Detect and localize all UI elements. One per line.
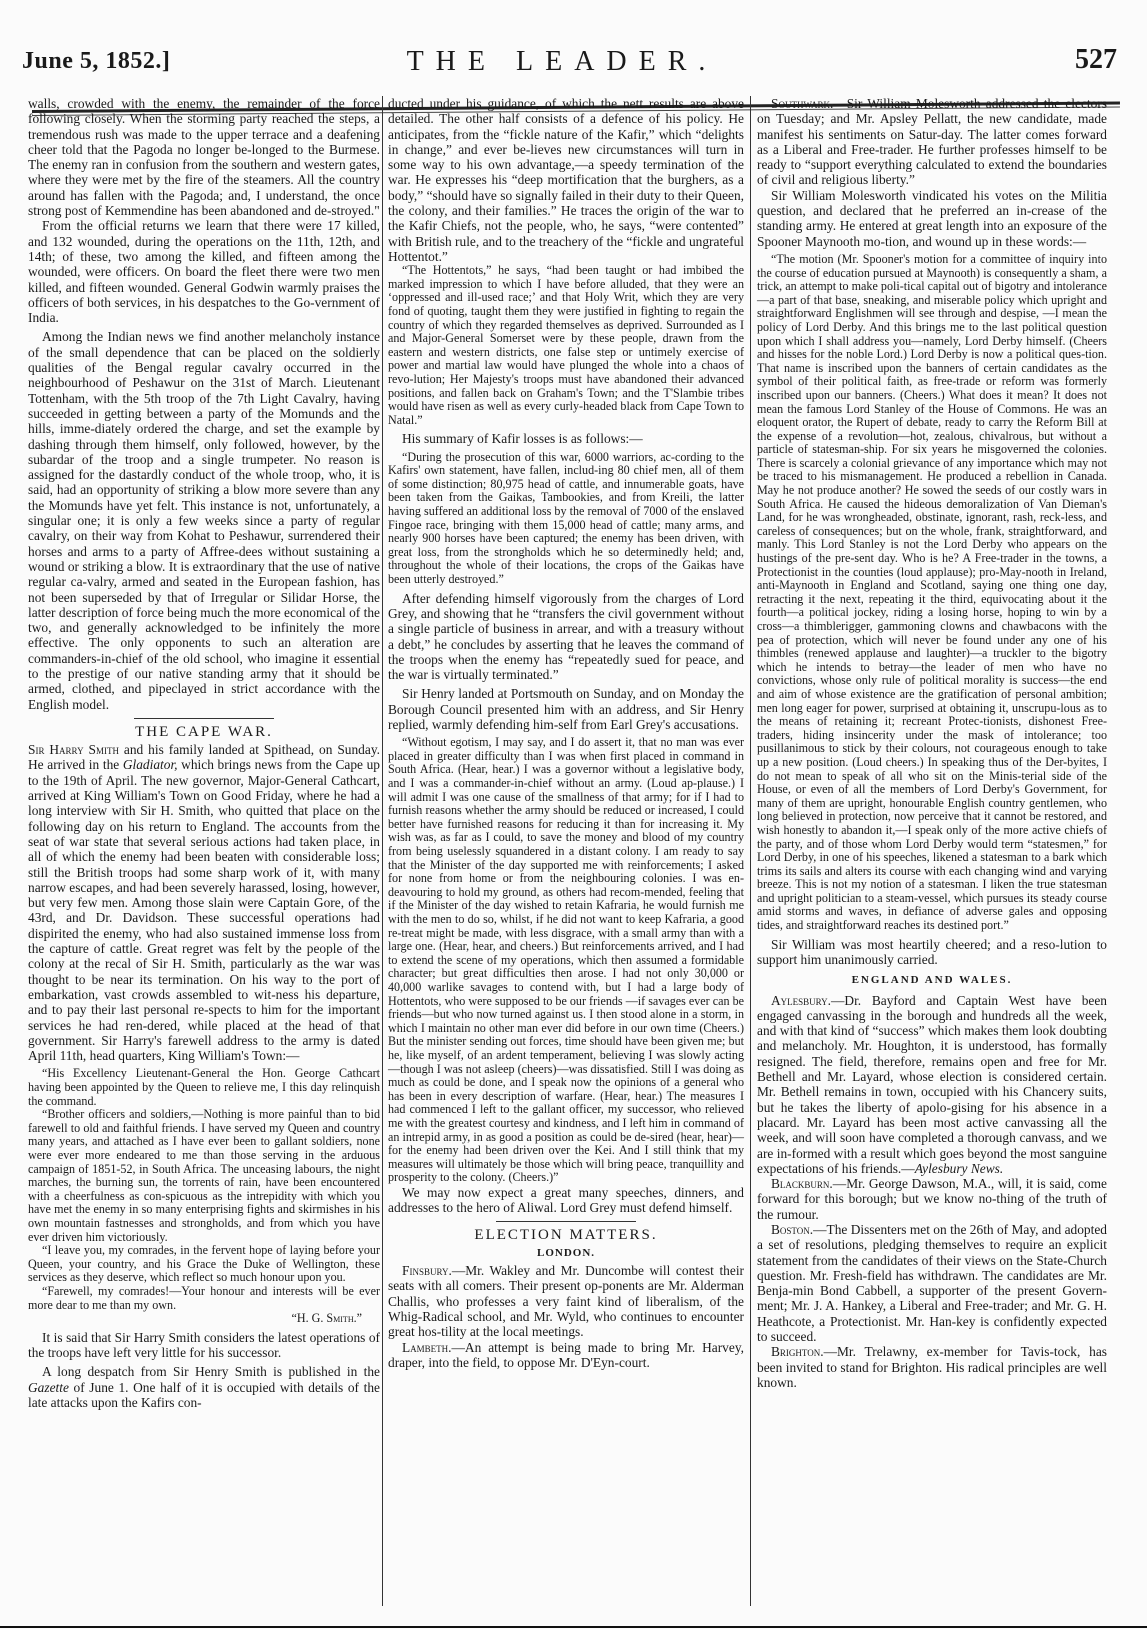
subheading-london: LONDON. [536,1246,596,1259]
column-2 [388,96,744,1370]
quote-paragraph: “I leave you, my comrades, in the fervent hope of laying before your Queen, your country, and his Grace the Duke of Wellington, these services as they deserve, which reflect so much honour upon you. [28,1243,380,1285]
place-label: Southwark. [771,96,834,111]
article-paragraph: Boston.—The Dissenters met on the 26th of May, and adopted a set of resolutions, pledging themselves to require an explicit statement from the candidates of their views on the State-Church question. Mr. Fresh-field has withdrawn. The candidates are Mr. Benja-min Bond Cabbell, a supporter of the present Govern-ment; Mr. J. A. Hankey, a Liberal and Free-trader; and Mr. G. H. Heathcote, a Protectionist. Mr. Han-key is confidently expected to succeed. [757,1222,1107,1345]
article-paragraph: From the official returns we learn that there were 17 killed, and 132 wounded, during the operations on the 11th, 12th, and 14th; of these, two among the killed, and fifteen among the wounded, were officers. On board the fleet there were two men killed, and fifteen wounded. General Godwin warmly praises the officers of both services, in his despatches to the Go-vernment of India. [28,218,380,326]
page-number: 527 [1075,44,1117,75]
section-divider [496,1221,636,1222]
article-paragraph: walls, crowded with the enemy, the remainder of the force following closely. When the storming party reached the steps, a tremendous rush was made to the upper terrace and a deafening cheer told that the Pagoda no longer be-longed to the Burmese. The enemy ran in confusion from the southern and western gates, where they were met by the fire of the steamers. All the country around has fallen with the Pagoda; and, I understand, the once strong post of Kemmendine has been abandoned and de-stroyed." [28,96,380,219]
quote-paragraph: “The motion (Mr. Spooner's motion for a committee of inquiry into the course of education pursued at Maynooth) is consequently a sham, a trick, an attempt to make poli-tical capital out of bigotry and intolerance—a part of that base, sneaking, and miserable policy which upright and straightforward Englishmen will see through and despise, —I mean the policy of Lord Derby. And this brings me to the last political question upon which I shall address you—namely, Lord Derby himself. (Cheers and hisses for the noble Lord.) Lord Derby is now a political ques-tion. That name is inscribed upon the banners of certain candidates as the symbol of their political faith, as free-trade or reform was formerly inscribed upon our banners. (Cheers.) What does it mean? It does not mean the famous Lord Stanley of the House of Commons. He was an eloquent orator, the Rupert of debate, ready to carry the Reform Bill at the expense of a revolution—hot, zealous, chivalrous, but without a particle of statesman-ship. For six years he misgoverned the colonies. There is scarcely a colonial grievance of any importance which may not be traced to his mismanagement. He produced a rebellion in Canada. May he not produce another? He sowed the seeds of our costly wars in South Africa. He caused the hideous demoralization of Van Dieman's Land, for he was wrongheaded, obstinate, ignorant, rash, reck-less, and careless of consequences; but on the whole, frank, straightforward, and manly. This Lord Stanley is not the Lord Derby who appears on the hustings of the pre-sent day. Who is he? A Free-trader in the towns, a Protectionist in the counties (loud applause); pro-May-nooth in Ireland, anti-Maynooth in England and Scotland, saying one thing one day, retracting it the next, repeating it the third, equivocating about it the fourth—a political jockey, riding a losing horse, hoping to win by a cross—a thimblerigger, gammoning clowns and chawbacons with the pea of protection, which will never be found under any one of his thimbles (renewed applause and laughter)—a truckler to the bigotry which he intends to betray—the leader of men who have no convictions, whose only rule of political morality is success—the end and aim of whose existence are the gratification of personal ambition; men long eager for power, surprised at obtaining it, unscrupu-lous as to the means of retaining it; recreant Protec-tionists, dishonest Free-traders, hiding insincerity under the mask of intolerance; too pusillanimous to stick by their colours, not courageous enough to take up a new position. (Loud cheers.) In speaking thus of the Der-byites, I do not mean to speak of all who sit on the Minis-terial side of the House, or even of all the members of Lord Derby's Government, for many of them are upright, honourable English country gentlemen, who long believed in protection, now perceive that it cannot be restored, and wish honestly to abandon it,—I speak only of the more active chiefs of the party, and of those whom Lord Derby would term “statesmen,” for Lord Derby, in one of his speeches, likened a statesman to a bark which trims its sails and alters its course with each changing wind and varying breeze. This is not my notion of a statesman. I liken the true statesman and upright politician to a steam-vessel, which pursues its steady course amid storms and waves, in defiance of adverse gales and opposing tides, and straightforward reaches its destined port.” [757,251,1107,933]
section-divider [134,718,274,719]
ship-name: Gladiator, [122,757,178,773]
place-label: Lambeth. [402,1339,452,1355]
place-label: Boston. [771,1222,814,1237]
article-paragraph: Among the Indian news we find another melancholy instance of the small dependence that can be placed on the soldierly qualities of the Bengal regular cavalry occurred in the neighbourhood of Peshawur on the 31st of March. Lieutenant Tottenham, with the 5th troop of the 7th Light Cavalry, having succeeded in getting between a party of the Momunds and the hills, imme-diately ordered the charge, and set the example by dashing through them himself, only followed, however, by the subardar of the troop and a single trumpeter. No reason is assigned for the dastardly conduct of the whole troop, who, it is said, had an opportunity of striking a blow more severe than any the Momunds have yet felt. This instance is not, unfortunately, a singular one; it is only a few weeks since a party of regular cavalry, on their way from Kohat to Peshawur, surrendered their horses and arms to a party of Affree-dees without sustaining a wound or striking a blow. It is extraordinary that the use of native regular ca-valry, armed and seated in the European fashion, has not been superseded by that of Irregular or Silidar Horse, the latter description of force being much the more economical of the two, and generally acknowledged to be infinitely the more effective. The only opponents to such an alteration are commanders-in-chief of the old school, who imagine it essential to the prestige of our native standing army that it should be armed, clothed, and pipeclayed in strict accordance with the English model. [28,329,380,712]
section-heading-cape-war: THE CAPE WAR. [135,723,273,740]
quote-paragraph: “During the prosecution of this war, 6000 warriors, ac-cording to the Kafirs' own statement, have fallen, includ-ing 80 chief men, all of them of some distinction; 80,975 head of cattle, and innumerable goats, have been taken from the Gaikas, Tambookies, and from Kreili, the latter having suffered an additional loss by the removal of 7000 of the enslaved Fingoe race, bringing with them 15,000 head of cattle; many arms, and nearly 900 horses have been captured; the enemy has been driven, with great loss, from the strongholds which he so determinedly held; and, throughout the whole of their locations, the crops of the Gaikas have been utterly destroyed.” [388,449,744,587]
article-paragraph: Sir William was most heartily cheered; and a reso-lution to support him unanimously carried. [757,936,1107,967]
newspaper-title: THE LEADER. [406,46,718,77]
column-3 [757,96,1107,1390]
quote-paragraph: “His Excellency Lieutenant-General the Hon. George Cathcart having been appointed by the Queen to relieve me, I this day relinquish the command. [28,1066,380,1108]
article-paragraph: Aylesbury.—Dr. Bayford and Captain West have been engaged canvassing in the borough and hundreds all the week, and with that kind of “success” which makes them look doubting and melancholy. Mr. Houghton, it is understood, has formally resigned. The field, therefore, remains open and free for Mr. Bethell and Mr. Layard, whose election is considered certain. Mr. Bethell remains in town, occupied with his Chancery suits, but he takes the liberty of apolo-gising for his absence in a placard. Mr. Layard has been most active canvassing all the week, and will soon have completed a thorough canvass, and we are in-formed with a result which goes beyond the most sanguine expectations of his friends.—Aylesbury News. [757,992,1107,1176]
column-1 [28,96,380,1410]
article-paragraph: Finsbury.—Mr. Wakley and Mr. Duncombe will contest their seats with all comers. Their present op-ponents are Mr. Alderman Challis, who professes a very faint kind of liberalism, of the Whig-Radical school, and Mr. Wyld, who continues to encounter great hos-tility at the local meetings. [388,1263,744,1340]
article-paragraph: Lambeth.—An attempt is being made to bring Mr. Harvey, draper, into the field, to oppose Mr. D'Eyn-court. [388,1339,744,1370]
article-paragraph: Sir William Molesworth vindicated his votes on the Militia question, and declared that he preferred an in-crease of the standing army. He entered at great length into an exposure of the Spooner Maynooth mo-tion, and wound up in these words:— [757,187,1107,249]
section-heading-england-wales: ENGLAND AND WALES. [851,974,1013,987]
place-label: Aylesbury. [771,992,832,1008]
article-paragraph: Sir Harry Smith and his family landed at Spithead, on Sunday. He arrived in the Gladiator, which brings news from the Cape up to the 19th of April. The new governor, Major-General Cathcart, arrived at King William's Town on Good Friday, where he had a long interview with Sir H. Smith, who quitted that place on the following day on his return to England. The accounts from the seat of war state that several serious actions had taken place, in all of which the enemy had been beaten with considerable loss; still the British troops had some sharp work of it, with many narrow escapes, and had been severely harassed, losing, however, but very few men. Among those slain were Captain Gore, of the 43rd, and Dr. Davidson. These successful operations had dispirited the enemy, who had also sustained immense loss from the capture of cattle. Great regret was felt by the people of the colony at the recal of Sir H. Smith, particularly as the war was thought to be near its termination. On his way to the port of embarkation, vast crowds assembled to wit-ness his departure, and to pay their last personal re-spects to him for the important services he had ren-dered, while placed at the head of that government. Sir Harry's farewell address to the army is dated April 11th, head quarters, King William's Town:— [28,742,380,1064]
quote-paragraph: “Without egotism, I may say, and I do assert it, that no man was ever placed in greater difficulty than I was when first placed in command in South Africa. (Hear, hear.) I was a governor without a legislative body, and I was a commander-in-chief without an army. (Loud ap-plause.) I will admit I was one cause of the smallness of that army; for if I had to furnish reasons whether the army should be reduced or increased, I could better have furnished reasons for reducing it than for increasing it. My wish was, as far as I could, to save the money and blood of my country from being uselessly squandered in a distant colony. I am ready to say that the Minister of the day supported me with reinforcements; I asked for none from home or from the neighbouring colonies. I was en-deavouring to hold my ground, as others had recom-mended, feeling that if the Minister of the day wished to retain Kafraria, he would furnish me with the men to do so, whilst, if he did not want to keep Kafraria, a good re-treat might be made, with less disgrace, with a small army than with a large one. (Hear, hear, and cheers.) But reinforcements arrived, and I had to extend the scene of my operations, which then assumed a formidable character; but great difficulties then arose. I had not only 30,000 or 40,000 warlike savages to contend with, but I had a large body of Hottentots, who were supposed to be our friends —if savages ever can be friends—but who now turned against us. I then stood alone in a storm, in which I maintain no other man ever did before in our own time (Cheers.) But the minister sending out forces, time should have been given me; but he, like myself, of an ardent temperament, believing I was slowly acting—though I was not asleep (cheers)—was dissatisfied. Still I was doing as much as could be done, and I speak now the opinions of a general who has been in every description of warfare. (Hear, hear.) The measures I had commenced I left to the gallant officer, my successor, who relieved me with the greatest courtesy and kindness, and I left him in command of an intrepid army, in as good a position as could be de-sired (hear, hear)—for the enemy had been driven over the Kei. And I still think that my measures will ultimately be those which will bring peace, tranquillity and prosperity to the colony. (Cheers.)” [388,735,744,1185]
quote-paragraph: “Farewell, my comrades!—Your honour and interests will be ever more dear to me than my own. [28,1283,380,1312]
issue-date: June 5, 1852.] [22,48,171,74]
section-heading-election-matters: ELECTION MATTERS. [474,1227,658,1244]
column-divider-2 [750,96,751,1606]
article-paragraph: ducted under his guidance, of which the nett results are above detailed. The other half consists of a defence of his policy. He anticipates, from the “fickle nature of the Kafir,” which “delights in change,” and ever be-lieves new circumstances will turn in some way to his own advantage,—a speedy termination of the war. He expresses his “deep mortification that the burghers, as a body,” “should have so signally failed in their duty to their Queen, the colony, and their families.” He traces the origin of the war to the Kafir Chiefs, not the people, who, he says, “were contented” with British rule, and to the treachery of the “fickle and ungrateful Hottentot.” [388,96,744,264]
article-paragraph: After defending himself vigorously from the charges of Lord Grey, and showing that he “transfers the civil government without a single particle of business in arrear, and with a treasury without a debt,” he concludes by asserting that he leaves the command of the troops when the enemy has “repeatedly sued for peace, and the war is virtually terminated.” [388,590,744,683]
column-divider-1 [382,96,383,1606]
article-paragraph: His summary of Kafir losses is as follows:— [402,431,643,447]
place-label: Blackburn. [771,1176,833,1192]
article-paragraph: Brighton.—Mr. Trelawny, ex-member for Tavis-tock, has been invited to stand for Brighton. His radical principles are well known. [757,1344,1107,1390]
quote-paragraph: “The Hottentots,” he says, “had been taught or had imbibed the marked impression to which I have before alluded, that they were an ‘oppressed and ill-used race;’ and that Holy Writ, which they are very fond of quoting, taught them they were justified in fighting to regain the country of which they regarded themselves as deprived. Surrounded as I and Major-General Somerset were by these people, drawn from the eastern and western districts, one false step or untimely exercise of power and martial law would have plunged the whole into a chaos of revo-lution; Her Majesty's troops must have abandoned their advanced positions, and fallen back on Graham's Town; and the T'Slambie tribes would have risen as well as every curly-headed black from Cape Town to Natal.” [388,263,744,427]
lead-name: Sir Harry Smith [28,742,119,758]
place-label: Finsbury. [402,1263,452,1279]
masthead [22,40,1117,90]
article-paragraph: Southwark.—Sir William Molesworth addressed the electors on Tuesday; and Mr. Apsley Pellatt, the new candidate, made manifest his sentiments on Satur-day. The latter comes forward as a Liberal and Free-trader. He further professes himself to be ready to “support everything calculated to extend the boundaries of civil and religious liberty.” [757,96,1107,188]
publication-name: Gazette [28,1379,69,1395]
place-label: Brighton. [771,1344,824,1360]
source-citation: Aylesbury News. [914,1160,1004,1176]
article-paragraph: Blackburn.—Mr. George Dawson, M.A., will, it is said, come forward for this borough; but we know no-thing of the truth of the rumour. [757,1176,1107,1222]
article-paragraph: It is said that Sir Harry Smith considers the latest operations of the troops have left very little for his successor. [28,1329,380,1360]
quote-paragraph: “Brother officers and soldiers,—Nothing is more painful than to bid farewell to old and faithful friends. I have served my Queen and country many years, and attached as I have ever been to gallant soldiers, none were ever more endeared to me than those serving in the arduous campaign of 1851-52, in South Africa. The unceasing labours, the night marches, the burning sun, the torrents of rain, have been encountered with a cheerfulness as con-spicuous as the intrepidity with which you have met the enemy in so many enterprising fights and skirmishes in his own mountain fastnesses and strongholds, and from which you have ever driven him victoriously. [28,1107,380,1244]
quote-signature: “H. G. Smith.” [291,1311,362,1326]
article-paragraph: We may now expect a great many speeches, dinners, and addresses to the hero of Aliwal. Lord Grey must defend himself. [388,1184,744,1216]
page-bottom-rule [0,1626,1147,1628]
article-paragraph: Sir Henry landed at Portsmouth on Sunday, and on Monday the Borough Council presented him with an address, and Sir Henry replied, warmly defending him-self from Earl Grey's accusations. [388,686,744,732]
article-paragraph: A long despatch from Sir Henry Smith is published in the Gazette of June 1. One half of it is occupied with details of the late attacks upon the Kafirs con- [28,1364,380,1410]
